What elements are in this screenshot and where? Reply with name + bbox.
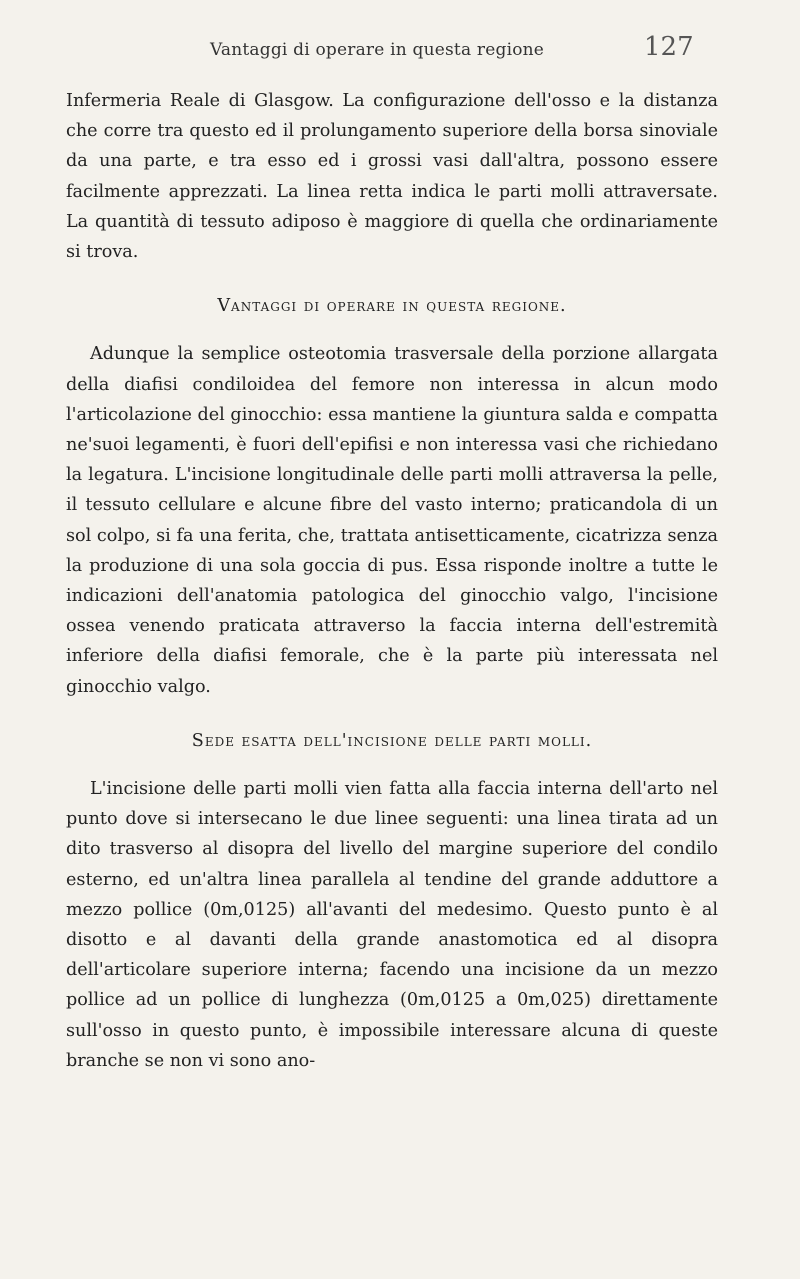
paragraph-advantages: Adunque la semplice osteotomia trasversale della porzione allargata della diafisi condiloidea del femore non interessa in alcun modo l'articolazione del ginocchio: essa mantiene la giuntura salda e compatta ne'suoi legamenti, è fuori dell'epifisi e non interessa vasi che richiedano la legatura. L'incisione longitudinale delle parti molli attraversa la pelle, il tessuto cellulare e alcune fibre del vasto interno; praticandola di un sol colpo, si fa una ferita, che, trattata antisetticamente, cicatrizza senza la produzione di una sola goccia di pus. Essa risponde inoltre a tutte le indicazioni dell'anatomia patologica del ginocchio valgo, l'incisione ossea venendo praticata attraverso la faccia interna dell'estremità inferiore della diafisi femorale, che è la parte più interessata nel ginocchio valgo. — [66, 344, 718, 697]
running-title: Vantaggi di operare in questa regione — [210, 40, 545, 60]
paragraph-incision-site: L'incisione delle parti molli vien fatta alla faccia interna dell'arto nel punto dove si intersecano le due linee seguenti: una linea tirata ad un dito trasverso al disopra del livello del margine superiore del condilo esterno, ed un'altra linea parallela al tendine del grande adduttore a mezzo pollice (0m,0125) all'avanti del medesimo. Questo punto è al disotto e al davanti della grande anastomotica ed al disopra dell'articolare superiore interna; facendo una incisione da un mezzo pollice ad un pollice di lunghezza (0m,0125 a 0m,025) direttamente sull'osso in questo punto, è impossibile interessare alcuna di queste branche se non vi sono ano- — [66, 779, 718, 1071]
section-heading-advantages: Vantaggi di operare in questa regione. — [217, 296, 567, 317]
section-heading-incision-site: Sede esatta dell'incisione delle parti molli. — [191, 730, 593, 751]
page-number: 127 — [644, 32, 694, 62]
page-body — [66, 86, 718, 1076]
paragraph-continuation: Infermeria Reale di Glasgow. La configurazione dell'osso e la distanza che corre tra questo ed il prolungamento superiore della borsa sinoviale da una parte, e tra esso ed i grossi vasi dall'altra, possono essere facilmente apprezzati. La linea retta indica le parti molli attraversate. La quantità di tessuto adiposo è maggiore di quella che ordinariamente si trova. — [66, 91, 718, 263]
